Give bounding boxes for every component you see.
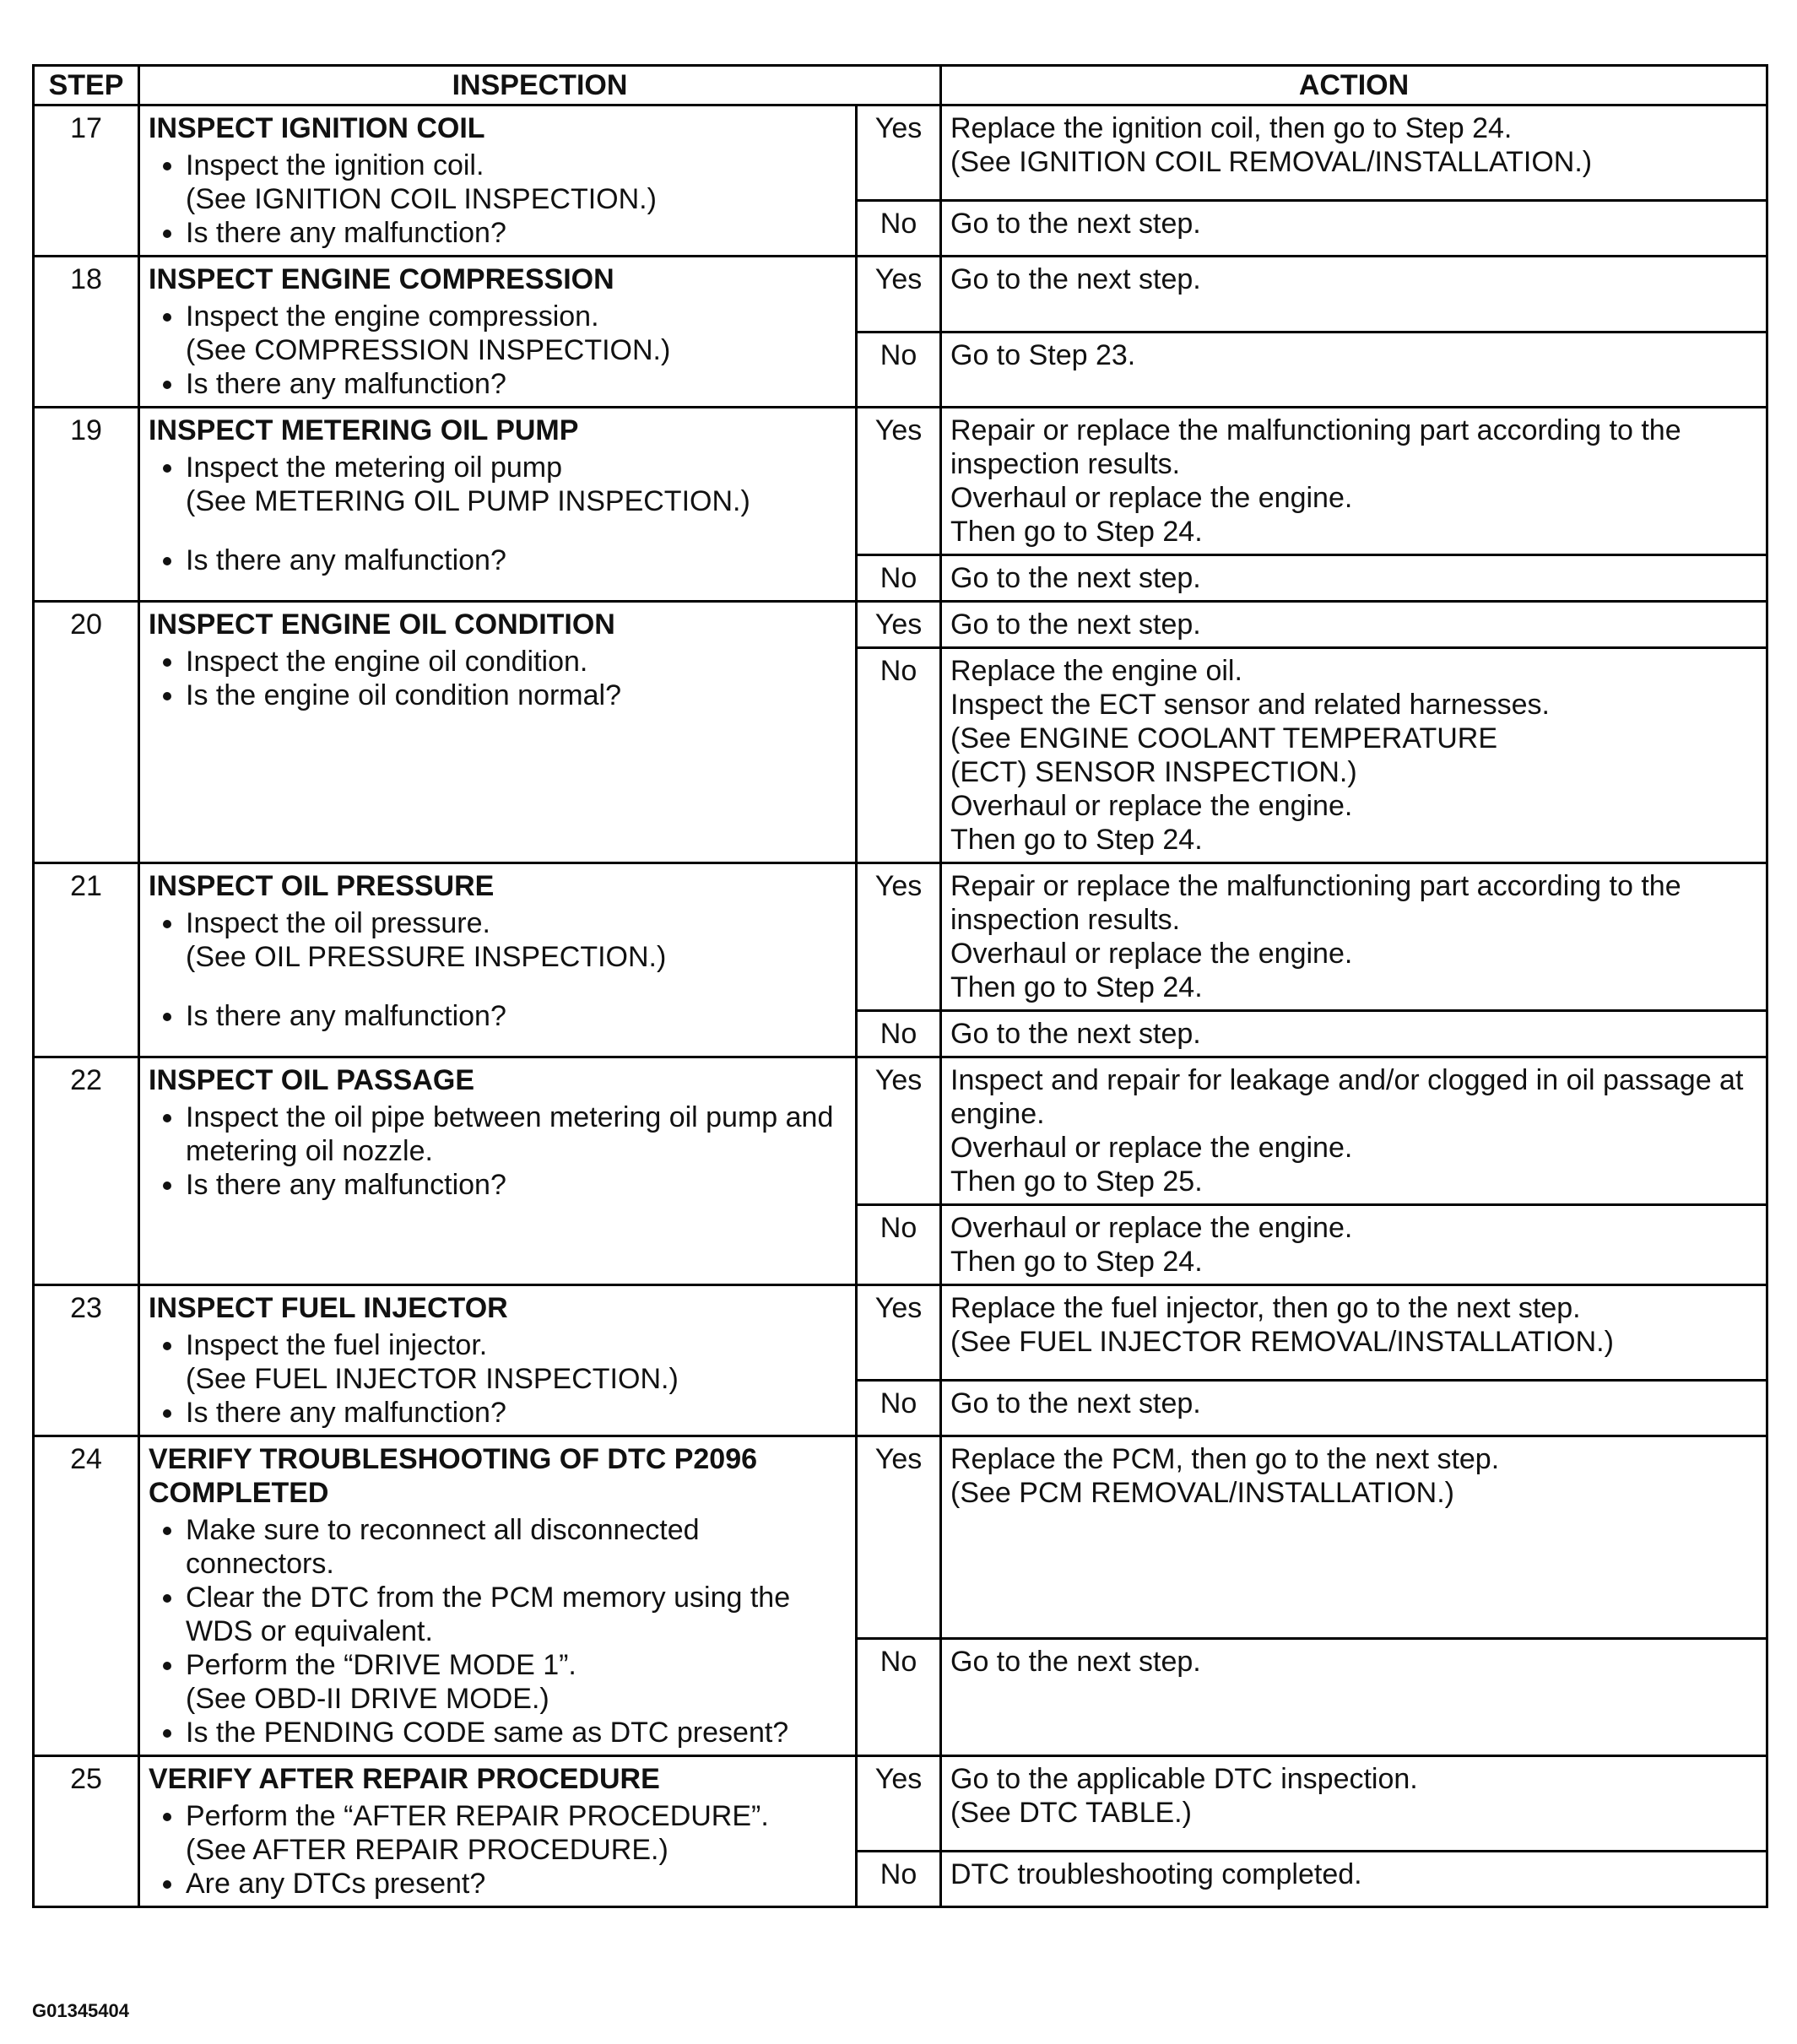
- bullet-text: Make sure to reconnect all disconnected connectors.: [186, 1514, 700, 1580]
- no-label: No: [857, 1011, 941, 1057]
- no-action: [941, 332, 1767, 408]
- inspection-title: INSPECT OIL PASSAGE: [149, 1064, 475, 1096]
- yes-label: Yes: [857, 408, 941, 555]
- action-line: Go to the next step.: [950, 208, 1201, 241]
- yes-action: [941, 1756, 1767, 1852]
- inspection-cell: [139, 1756, 857, 1907]
- step-number: 17: [34, 105, 139, 257]
- yes-action: [941, 105, 1767, 201]
- action-line: Then go to Step 25.: [950, 1165, 1203, 1198]
- inspection-cell: [139, 408, 857, 602]
- action-line: Go to the applicable DTC inspection.: [950, 1763, 1418, 1795]
- inspection-cell: [139, 257, 857, 408]
- step-number: 25: [34, 1756, 139, 1907]
- no-label: No: [857, 1852, 941, 1907]
- inspection-bullet: [186, 1513, 847, 1581]
- action-line: Overhaul or replace the engine.: [950, 790, 1353, 822]
- bullet-text: Inspect the oil pressure.: [186, 907, 490, 939]
- inspection-bullet: [186, 679, 847, 712]
- yes-label: Yes: [857, 1756, 941, 1852]
- bullet-text: Is there any malfunction?: [186, 1000, 506, 1032]
- yes-action: [941, 1057, 1767, 1205]
- inspection-bullets: [149, 1513, 847, 1749]
- action-line: Then go to Step 24.: [950, 516, 1203, 548]
- action-line: Go to the next step.: [950, 608, 1201, 641]
- action-line: Overhaul or replace the engine.: [950, 1212, 1353, 1244]
- bullet-text: Are any DTCs present?: [186, 1868, 486, 1900]
- action-line: Then go to Step 24.: [950, 824, 1203, 856]
- bullet-text: Is the engine oil condition normal?: [186, 679, 621, 711]
- inspection-bullet: [186, 1867, 847, 1901]
- inspection-bullet: [186, 149, 847, 216]
- inspection-cell: [139, 602, 857, 863]
- inspection-bullet: [186, 1799, 847, 1867]
- inspection-title: INSPECT IGNITION COIL: [149, 112, 485, 144]
- bullet-text: Inspect the ignition coil.: [186, 149, 484, 181]
- inspection-bullet: [186, 216, 847, 250]
- yes-label: Yes: [857, 1436, 941, 1639]
- yes-action: [941, 602, 1767, 648]
- yes-label: Yes: [857, 863, 941, 1011]
- bullet-text: Perform the “DRIVE MODE 1”.: [186, 1649, 576, 1681]
- action-line: Overhaul or replace the engine.: [950, 482, 1353, 514]
- action-line: Replace the ignition coil, then go to Step 24.: [950, 112, 1513, 144]
- no-label: No: [857, 201, 941, 257]
- yes-action: [941, 863, 1767, 1011]
- inspection-cell: [139, 1285, 857, 1436]
- inspection-bullet: [186, 367, 847, 401]
- inspection-title: INSPECT METERING OIL PUMP: [149, 414, 579, 446]
- yes-label: Yes: [857, 1057, 941, 1205]
- yes-action: [941, 1436, 1767, 1639]
- action-line: Then go to Step 24.: [950, 1246, 1203, 1278]
- action-line: Replace the fuel injector, then go to the next step.: [950, 1292, 1581, 1324]
- bullet-text: Is the PENDING CODE same as DTC present?: [186, 1717, 789, 1749]
- inspection-bullets: [149, 451, 847, 577]
- yes-label: Yes: [857, 105, 941, 201]
- no-label: No: [857, 1381, 941, 1436]
- action-line: (See ENGINE COOLANT TEMPERATURE: [950, 722, 1498, 754]
- step-number: 20: [34, 602, 139, 863]
- table-row: [34, 408, 1767, 555]
- action-line: Go to the next step.: [950, 263, 1201, 295]
- action-line: DTC troubleshooting completed.: [950, 1858, 1362, 1891]
- action-line: Overhaul or replace the engine.: [950, 1132, 1353, 1164]
- no-label: No: [857, 1205, 941, 1285]
- inspection-bullet: [186, 1100, 847, 1168]
- inspection-title: INSPECT OIL PRESSURE: [149, 870, 495, 902]
- inspection-bullet: [186, 451, 847, 518]
- header-inspection: INSPECTION: [139, 66, 941, 105]
- table-row: [34, 105, 1767, 201]
- bullet-reference: (See COMPRESSION INSPECTION.): [186, 334, 671, 366]
- action-line: Inspect and repair for leakage and/or clogged in oil passage at engine.: [950, 1064, 1744, 1130]
- inspection-bullet: [186, 999, 847, 1033]
- no-label: No: [857, 648, 941, 863]
- yes-action: [941, 257, 1767, 333]
- table-row: [34, 602, 1767, 648]
- table-row: [34, 863, 1767, 1011]
- action-line: (See FUEL INJECTOR REMOVAL/INSTALLATION.): [950, 1326, 1614, 1358]
- no-action: [941, 1852, 1767, 1907]
- action-line: (See IGNITION COIL REMOVAL/INSTALLATION.): [950, 146, 1593, 178]
- action-line: Go to Step 23.: [950, 338, 1136, 371]
- inspection-bullets: [149, 906, 847, 1033]
- bullet-text: Inspect the fuel injector.: [186, 1329, 488, 1361]
- bullet-text: Is there any malfunction?: [186, 217, 506, 249]
- bullet-reference: (See OBD-II DRIVE MODE.): [186, 1683, 549, 1715]
- inspection-cell: [139, 1057, 857, 1285]
- inspection-bullets: [149, 645, 847, 712]
- step-number: 22: [34, 1057, 139, 1285]
- no-action: [941, 1381, 1767, 1436]
- yes-action: [941, 408, 1767, 555]
- table-row: [34, 1285, 1767, 1381]
- inspection-bullet: [186, 645, 847, 679]
- action-line: Repair or replace the malfunctioning part according to the inspection results.: [950, 870, 1681, 936]
- bullet-reference: (See IGNITION COIL INSPECTION.): [186, 183, 657, 215]
- no-action: [941, 201, 1767, 257]
- inspection-bullet: [186, 1168, 847, 1202]
- figure-code: G01345404: [32, 2000, 129, 2021]
- bullet-reference: (See FUEL INJECTOR INSPECTION.): [186, 1363, 679, 1395]
- action-line: Inspect the ECT sensor and related harnesses.: [950, 689, 1550, 721]
- inspection-bullet: [186, 1328, 847, 1396]
- no-action: [941, 1205, 1767, 1285]
- inspection-title: INSPECT FUEL INJECTOR: [149, 1292, 508, 1324]
- bullet-text: Clear the DTC from the PCM memory using the WDS or equivalent.: [186, 1582, 791, 1647]
- action-line: Go to the next step.: [950, 1646, 1201, 1679]
- inspection-cell: [139, 863, 857, 1057]
- inspection-bullets: [149, 149, 847, 250]
- action-line: Go to the next step.: [950, 562, 1201, 594]
- step-number: 21: [34, 863, 139, 1057]
- no-label: No: [857, 1639, 941, 1756]
- bullet-text: Is there any malfunction?: [186, 368, 506, 400]
- bullet-reference: (See AFTER REPAIR PROCEDURE.): [186, 1834, 668, 1866]
- troubleshooting-table: [32, 64, 1768, 1908]
- action-line: Repair or replace the malfunctioning part according to the inspection results.: [950, 414, 1681, 480]
- no-action: [941, 648, 1767, 863]
- action-line: Overhaul or replace the engine.: [950, 938, 1353, 970]
- header-row: [34, 66, 1767, 105]
- inspection-bullet: [186, 1581, 847, 1648]
- no-label: No: [857, 555, 941, 602]
- action-line: (See DTC TABLE.): [950, 1797, 1192, 1829]
- action-line: (See PCM REMOVAL/INSTALLATION.): [950, 1477, 1455, 1509]
- bullet-reference: (See OIL PRESSURE INSPECTION.): [186, 941, 667, 973]
- table-row: [34, 1057, 1767, 1205]
- bullet-text: Perform the “AFTER REPAIR PROCEDURE”.: [186, 1800, 769, 1832]
- inspection-bullet: [186, 1716, 847, 1749]
- header-step: STEP: [34, 66, 139, 105]
- step-number: 18: [34, 257, 139, 408]
- table-row: [34, 257, 1767, 333]
- inspection-bullets: [149, 1328, 847, 1430]
- bullet-reference: (See METERING OIL PUMP INSPECTION.): [186, 485, 750, 517]
- inspection-bullet: [186, 1648, 847, 1716]
- action-line: Replace the engine oil.: [950, 655, 1242, 687]
- step-number: 24: [34, 1436, 139, 1756]
- inspection-bullets: [149, 1799, 847, 1901]
- yes-action: [941, 1285, 1767, 1381]
- yes-label: Yes: [857, 257, 941, 333]
- table-body: [34, 105, 1767, 1907]
- inspection-cell: [139, 1436, 857, 1756]
- inspection-title: INSPECT ENGINE OIL CONDITION: [149, 608, 615, 641]
- inspection-title: VERIFY AFTER REPAIR PROCEDURE: [149, 1763, 660, 1795]
- bullet-text: Inspect the engine oil condition.: [186, 646, 588, 678]
- inspection-title: INSPECT ENGINE COMPRESSION: [149, 263, 614, 295]
- bullet-text: Is there any malfunction?: [186, 1397, 506, 1429]
- inspection-bullet: [186, 1396, 847, 1430]
- table-row: [34, 1756, 1767, 1852]
- step-number: 19: [34, 408, 139, 602]
- yes-label: Yes: [857, 1285, 941, 1381]
- no-action: [941, 1011, 1767, 1057]
- no-action: [941, 1639, 1767, 1756]
- table-row: [34, 1436, 1767, 1639]
- inspection-title: VERIFY TROUBLESHOOTING OF DTC P2096 COMPLETED: [149, 1443, 758, 1509]
- bullet-text: Is there any malfunction?: [186, 1169, 506, 1201]
- action-line: Go to the next step.: [950, 1018, 1201, 1050]
- step-number: 23: [34, 1285, 139, 1436]
- no-label: No: [857, 332, 941, 408]
- yes-label: Yes: [857, 602, 941, 648]
- inspection-bullets: [149, 300, 847, 401]
- bullet-text: Inspect the metering oil pump: [186, 452, 563, 484]
- inspection-bullet: [186, 543, 847, 577]
- header-action: ACTION: [941, 66, 1767, 105]
- inspection-bullet: [186, 906, 847, 974]
- action-line: (ECT) SENSOR INSPECTION.): [950, 756, 1357, 788]
- no-action: [941, 555, 1767, 602]
- bullet-text: Inspect the oil pipe between metering oil pump and metering oil nozzle.: [186, 1101, 834, 1167]
- inspection-bullets: [149, 1100, 847, 1202]
- action-line: Replace the PCM, then go to the next step.: [950, 1443, 1500, 1475]
- bullet-text: Inspect the engine compression.: [186, 300, 599, 333]
- inspection-cell: [139, 105, 857, 257]
- inspection-bullet: [186, 300, 847, 367]
- action-line: Go to the next step.: [950, 1387, 1201, 1420]
- bullet-text: Is there any malfunction?: [186, 544, 506, 576]
- action-line: Then go to Step 24.: [950, 971, 1203, 1003]
